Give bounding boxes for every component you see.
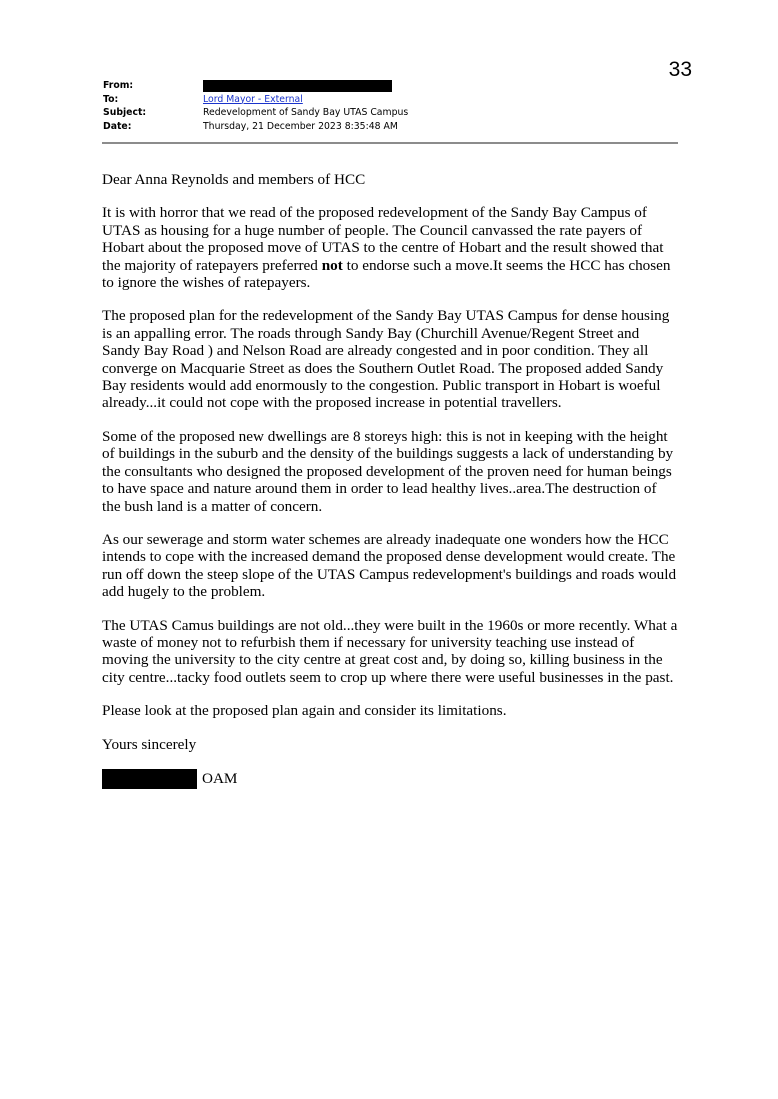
date-value: Thursday, 21 December 2023 8:35:48 AM xyxy=(203,120,398,132)
paragraph-1-start: It is with horror that we read of the proposed redevelopment of the Sandy Bay Campus of UTAS as housing for a huge number of people. The Council canvassed the rate payers of Hobart about the proposed move of UTAS to the centre of Hobart and the result showed that the majority of ratepayers preferred xyxy=(102,204,664,274)
paragraph-1-end: to endorse such a move.It seems the HCC has chosen to ignore the wishes of ratepayers. xyxy=(102,256,671,292)
paragraph-3: Some of the proposed new dwellings are 8 storeys high: this is not in keeping with the height of buildings in the suburb and the density of the buildings suggests a lack of understanding by the consultants who designed the proposed development of the proven need for human beings to have space and nature around them in order to lead healthy lives..area.The destruction of the bush land is a matter of concern. xyxy=(102,427,674,515)
subject-row xyxy=(103,106,678,120)
to-link[interactable]: Lord Mayor - External xyxy=(203,93,303,105)
to-value xyxy=(203,93,678,107)
header-divider xyxy=(102,142,678,144)
subject-label: Subject: xyxy=(103,107,147,118)
page-number: 33 xyxy=(668,58,692,81)
from-row xyxy=(103,79,678,93)
closing: Yours sincerely xyxy=(102,735,197,753)
date-row xyxy=(103,120,678,134)
paragraph-1 xyxy=(102,204,678,291)
paragraph-6: Please look at the proposed plan again and consider its limitations. xyxy=(102,702,507,720)
paragraph-2: The proposed plan for the redevelopment of the Sandy Bay UTAS Campus for dense housing is an appalling error. The roads through Sandy Bay (Churchill Avenue/Regent Street and Sandy Bay Road ) and Nelson Road are already congested and in poor condition. They all converge on Macquarie Street as does the Southern Outlet Road. The proposed added Sandy Bay residents would add enormously to the congestion. Public transport in Hobart is woeful already...it could not cope with the proposed increase in potential travellers. xyxy=(102,307,670,412)
from-value xyxy=(203,79,678,93)
to-row xyxy=(103,93,678,107)
subject-value: Redevelopment of Sandy Bay UTAS Campus xyxy=(203,107,409,118)
signature-redaction xyxy=(102,769,197,789)
signature-suffix: OAM xyxy=(202,770,238,788)
signature-line xyxy=(102,769,678,789)
paragraph-4: As our sewerage and storm water schemes are already inadequate one wonders how the HCC intends to cope with the increased demand the proposed dense development would create. The run off down the steep slope of the UTAS Campus redevelopment's buildings and roads would add hugely to the problem. xyxy=(102,530,677,601)
from-label: From: xyxy=(103,80,134,91)
to-label: To: xyxy=(103,93,119,105)
from-redaction xyxy=(203,80,392,92)
paragraph-5: The UTAS Camus buildings are not old...they were built in the 1960s or more recently. What a waste of money not to refurbish them if necessary for university teaching use instead of moving the university to the city centre at great cost and, by doing so, killing business in the city centre...tacky food outlets seem to crop up where there were useful businesses in the past. xyxy=(102,616,678,686)
letter-body xyxy=(102,171,678,789)
email-header xyxy=(103,79,678,133)
salutation: Dear Anna Reynolds and members of HCC xyxy=(102,171,366,188)
date-label: Date: xyxy=(103,120,132,132)
paragraph-1-emphasis: not xyxy=(321,256,343,274)
